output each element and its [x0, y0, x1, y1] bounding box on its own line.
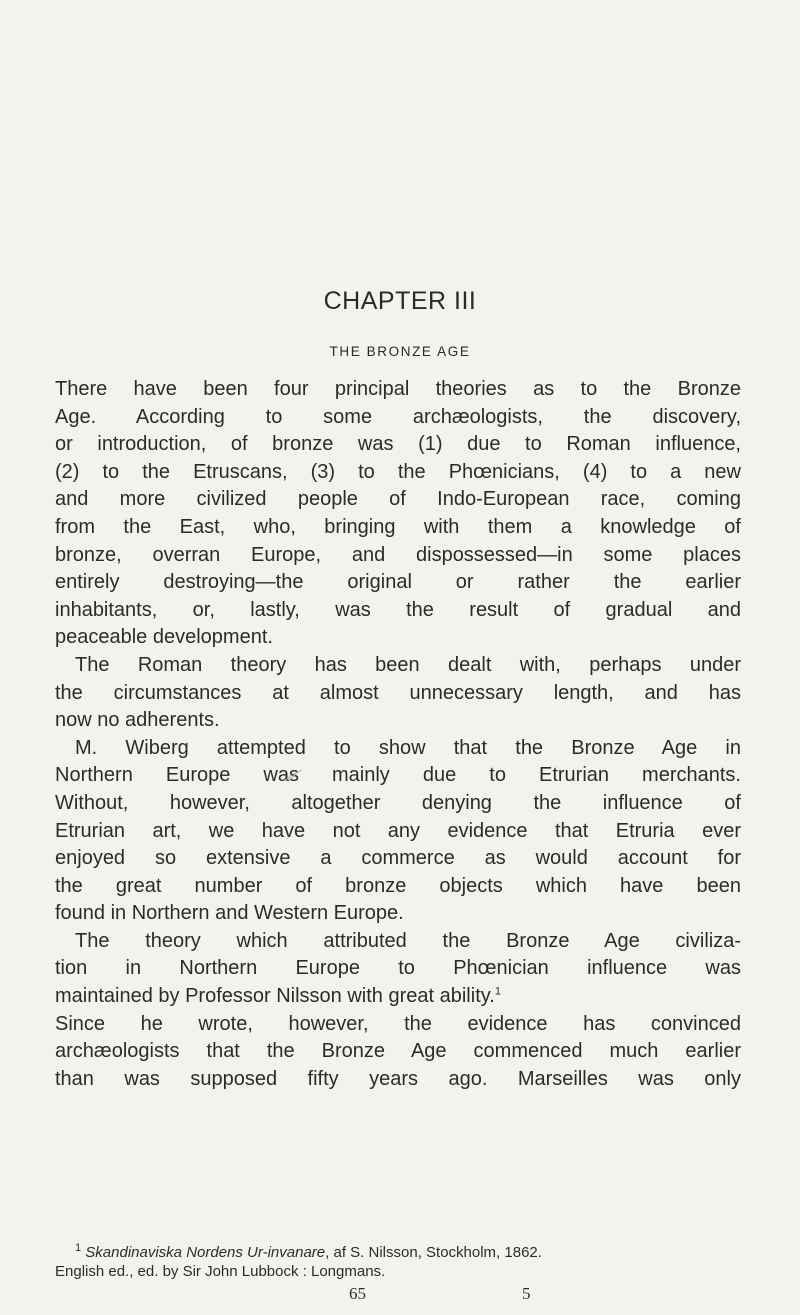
- body-line: (2) to the Etruscans, (3) to the Phœnicians, (4) to a new: [55, 460, 741, 483]
- body-line: or introduction, of bronze was (1) due to Roman influence,: [55, 433, 741, 456]
- body-line: Age. According to some archæologists, the discovery,: [55, 405, 741, 428]
- footnote-citation: , af S. Nilsson, Stockholm, 1862.: [325, 1244, 542, 1261]
- body-line: [55, 983, 741, 1011]
- body-line: bronze, overran Europe, and dispossessed—in some places: [55, 543, 741, 566]
- footnote-title: Skandinaviska Nordens Ur-invanare: [85, 1244, 326, 1261]
- body-line: and more civilized people of Indo-European race, coming: [55, 488, 741, 511]
- body-line: now no adherents.: [55, 709, 220, 732]
- chapter-title: THE BRONZE AGE: [329, 344, 471, 359]
- body-line: There have been four principal theories as to the Bronze: [55, 378, 741, 400]
- body-text: [55, 376, 741, 1093]
- body-line: enjoyed so extensive a commerce as would account for: [55, 847, 741, 870]
- footnote-marker: 1: [75, 1242, 82, 1254]
- body-line: entirely destroying—the original or rather the earlier: [55, 571, 741, 594]
- body-line: peaceable development.: [55, 626, 273, 649]
- stray-pencil-mark: [283, 765, 305, 785]
- body-line: inhabitants, or, lastly, was the result of gradual and: [55, 598, 741, 621]
- body-line: found in Northern and Western Europe.: [55, 902, 404, 925]
- footnote-line: English ed., ed. by Sir John Lubbock : Longmans.: [55, 1263, 386, 1280]
- footnotes: [55, 1243, 741, 1281]
- signature-mark: 65: [349, 1284, 366, 1303]
- body-line-text: maintained by Professor Nilsson with great ability.: [55, 985, 495, 1008]
- body-line: Without, however, altogether denying the influence of: [55, 791, 741, 814]
- body-line: M. Wiberg attempted to show that the Bronze Age in: [75, 736, 741, 759]
- body-line: Northern Europe was mainly due to Etrurian merchants.: [55, 764, 741, 787]
- body-line: Since he wrote, however, the evidence has convinced: [55, 1012, 741, 1035]
- chapter-heading: CHAPTER III: [323, 287, 477, 315]
- footnote-line: [55, 1243, 741, 1262]
- body-line: the circumstances at almost unnecessary length, and has: [55, 681, 741, 704]
- body-line: from the East, who, bringing with them a knowledge of: [55, 515, 741, 538]
- body-line: The theory which attributed the Bronze Age civiliza-: [75, 929, 741, 952]
- body-line: tion in Northern Europe to Phœnician influence was: [55, 957, 741, 980]
- page-number: 5: [522, 1284, 531, 1303]
- body-line: The Roman theory has been dealt with, perhaps under: [75, 653, 741, 676]
- body-line: Etrurian art, we have not any evidence that Etruria ever: [55, 819, 741, 842]
- body-line: than was supposed fifty years ago. Marseilles was only: [55, 1067, 741, 1090]
- footnote-reference: 1: [494, 985, 501, 998]
- body-line: archæologists that the Bronze Age commenced much earlier: [55, 1040, 741, 1063]
- body-line: the great number of bronze objects which have been: [55, 874, 741, 897]
